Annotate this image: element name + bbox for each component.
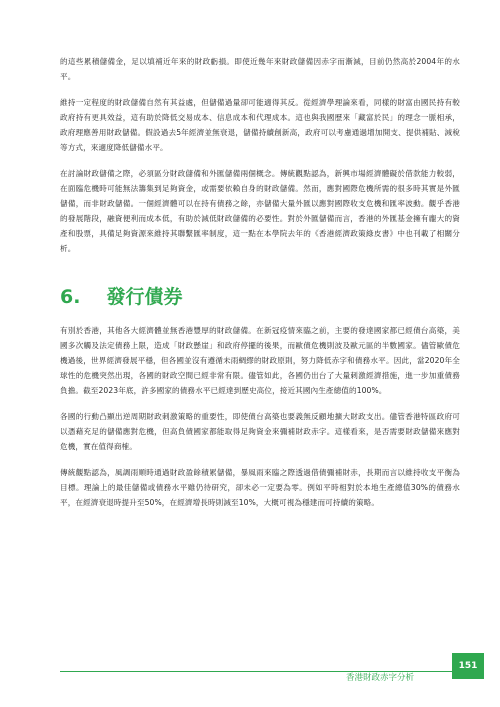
page-body: [60, 54, 460, 521]
section-heading: [60, 282, 460, 309]
body-paragraph: 在討論財政儲備之際，必須區分財政儲備和外匯儲備兩個概念。傳統觀點認為，新興市場經濟體礙於借款能力較弱，在面臨危機時可能無法籌集到足夠資金，或需要依賴自身的財政儲備。然而，應對國際危機所需的很多時其實是外匯儲備，而非財政儲備。一個經濟體可以在持有債務之餘，亦儲備大量外匯以應對國際收支危機和匯率波動。觀乎香港的發展階段，融資便利而成本低，有助於減低財政儲備的必要性。對於外匯儲備而言，香港的外匯基金擁有龐大的資產和股票，具備足夠資源來維持其聯繫匯率制度，這一點在本學院去年的《香港經濟政策綠皮書》中也刊載了相關分析。: [60, 169, 460, 253]
footer-title: 香港財政赤字分析: [345, 673, 414, 683]
section-number: 6.: [60, 286, 81, 308]
page-number: 151: [458, 661, 478, 671]
body-paragraph: 維持一定程度的財政儲備自然有其益處，但儲備過量卻可能適得其反。從經濟學理論來看，同樣的財富由國民持有較政府持有更具效益，這有助於降低交易成本、信息成本和代理成本。這也與我國歷來「藏富於民」的理念一脈相承，政府理應善用財政儲備。假設過去5年經濟並無衰退，儲備持續創新高，政府可以考慮通過增加開支、提供補貼、減稅等方式，來適度降低儲備水平。: [60, 98, 460, 152]
page-number-tab: [452, 653, 484, 679]
body-paragraph: 有別於香港，其他各大經濟體並無香港豐厚的財政儲備。在新冠疫情來臨之前，主要的發達國家都已經債台高築，美國多次觸及法定債務上限，造成「財政懸崖」和政府停擺的後果，而歐債危機則波及歐元區的半數國家。儘管歐債危機過後，世界經濟發展平穩，但各國並沒有遵循未雨綢繆的財政原則，努力降低赤字和債務水平。因此，當2020年全球性的危機突然出現，各國的財政空間已經非常有限。儘管如此，各國仍出台了大量刺激經濟措施，進一步加重債務負擔。截至2023年底，許多國家的債務水平已經達到歷史高位，接近其國內生產總值的100%。: [60, 326, 460, 395]
body-paragraph: 各國的行動凸顯出逆周期財政刺激策略的重要性，即使債台高築也要義無反顧地擴大財政支出。儘管香港特區政府可以憑藉充足的儲備應對危機，但高負債國家都能取得足夠資金來彌補財政赤字。這樣看來，是否需要財政儲備來應對危機，實在值得商榷。: [60, 412, 460, 451]
section-title: 發行債券: [106, 286, 183, 308]
body-paragraph: 的這些累積儲備金，足以填補近年來的財政虧損。即使近幾年來財政儲備因赤字而漸減，目前仍然高於2004年的水平。: [60, 57, 460, 81]
body-paragraph: 傳統觀點認為，風調雨順時通過財政盈餘積累儲備，暴風雨來臨之際透過借債彌補財赤，長期而言以維持收支平衡為目標。理論上的最佳儲備或債務水平雖仍待研究，卻未必一定要為零。例如平時相對於本地生產總值30%的債務水平，在經濟衰退時提升至50%，在經濟增長時則減至10%，大概可視為穩建而可持續的策略。: [60, 468, 460, 507]
